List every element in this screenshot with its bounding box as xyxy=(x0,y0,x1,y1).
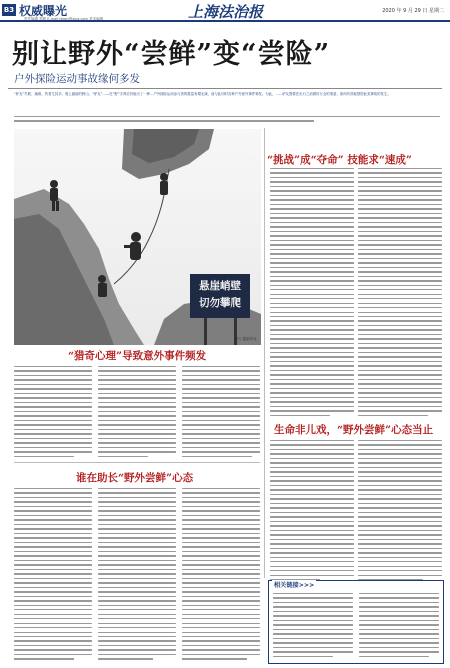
photo-credit: 图片 据新华社 xyxy=(234,337,257,341)
body-text-block-3 xyxy=(182,366,260,460)
body-text-block-10 xyxy=(358,440,442,584)
warning-sign-line2: 切勿攀爬 xyxy=(199,297,241,309)
body-text-block-9 xyxy=(270,440,354,584)
section-heading-life: 生命非儿戏，“野外尝鲜”心态当止 xyxy=(274,424,434,436)
section-title: 权威曝光 xyxy=(19,4,68,18)
section-divider xyxy=(14,462,260,463)
title-divider xyxy=(8,88,442,89)
article-title: 别让野外“尝鲜”变“尝险” xyxy=(12,39,331,70)
issue-date: 2020 年 9 月 29 日 星期二 xyxy=(382,8,444,14)
body-text-block-6 xyxy=(182,488,260,663)
related-links-text-2 xyxy=(359,593,439,660)
body-text-block-4 xyxy=(14,488,92,663)
body-text-block-5 xyxy=(98,488,176,663)
article-photo xyxy=(14,129,261,345)
warning-sign-line1: 悬崖峭壁 xyxy=(199,280,241,292)
body-text-block-7 xyxy=(270,168,354,419)
body-text-block-8 xyxy=(358,168,442,419)
section-heading-who: 谁在助长“野外尝鲜”心态 xyxy=(76,472,194,484)
page-number: B3 xyxy=(3,6,15,14)
page-header xyxy=(0,0,450,22)
body-text-block-1 xyxy=(14,366,92,460)
column-divider xyxy=(264,128,265,578)
body-text-block-2 xyxy=(98,366,176,460)
related-links-box xyxy=(268,580,444,664)
warning-sign xyxy=(190,274,250,318)
editor-line: 责任编辑 郑健 E-mail:fzbsh@sina.com 美术编辑 xyxy=(24,17,104,21)
related-links-title: 相关链接>>> xyxy=(274,582,315,589)
section-heading-curiosity: “猎奇心理”导致意外事件频发 xyxy=(68,350,207,362)
article-subtitle: 户外探险运动事故缘何多发 xyxy=(14,73,140,85)
lead-continued-text xyxy=(14,116,440,124)
article-lead: “驴友”失联、落难、伤者尤其多。爬上悬崖的野山，“驴友”…—在“野”字背后折射出了一种…户外探险运动参与者的数量有增无减，而与此同时各种户外意外事件频发。为此，……驴友需要在出行之前做好万全的准备，如何有效地预防此类事故的发生。 xyxy=(14,92,391,96)
related-links-text xyxy=(273,593,353,660)
newspaper-name: 上海法治报 xyxy=(188,3,264,21)
section-heading-challenge: “挑战”成“夺命” 技能求“速成” xyxy=(267,154,412,166)
